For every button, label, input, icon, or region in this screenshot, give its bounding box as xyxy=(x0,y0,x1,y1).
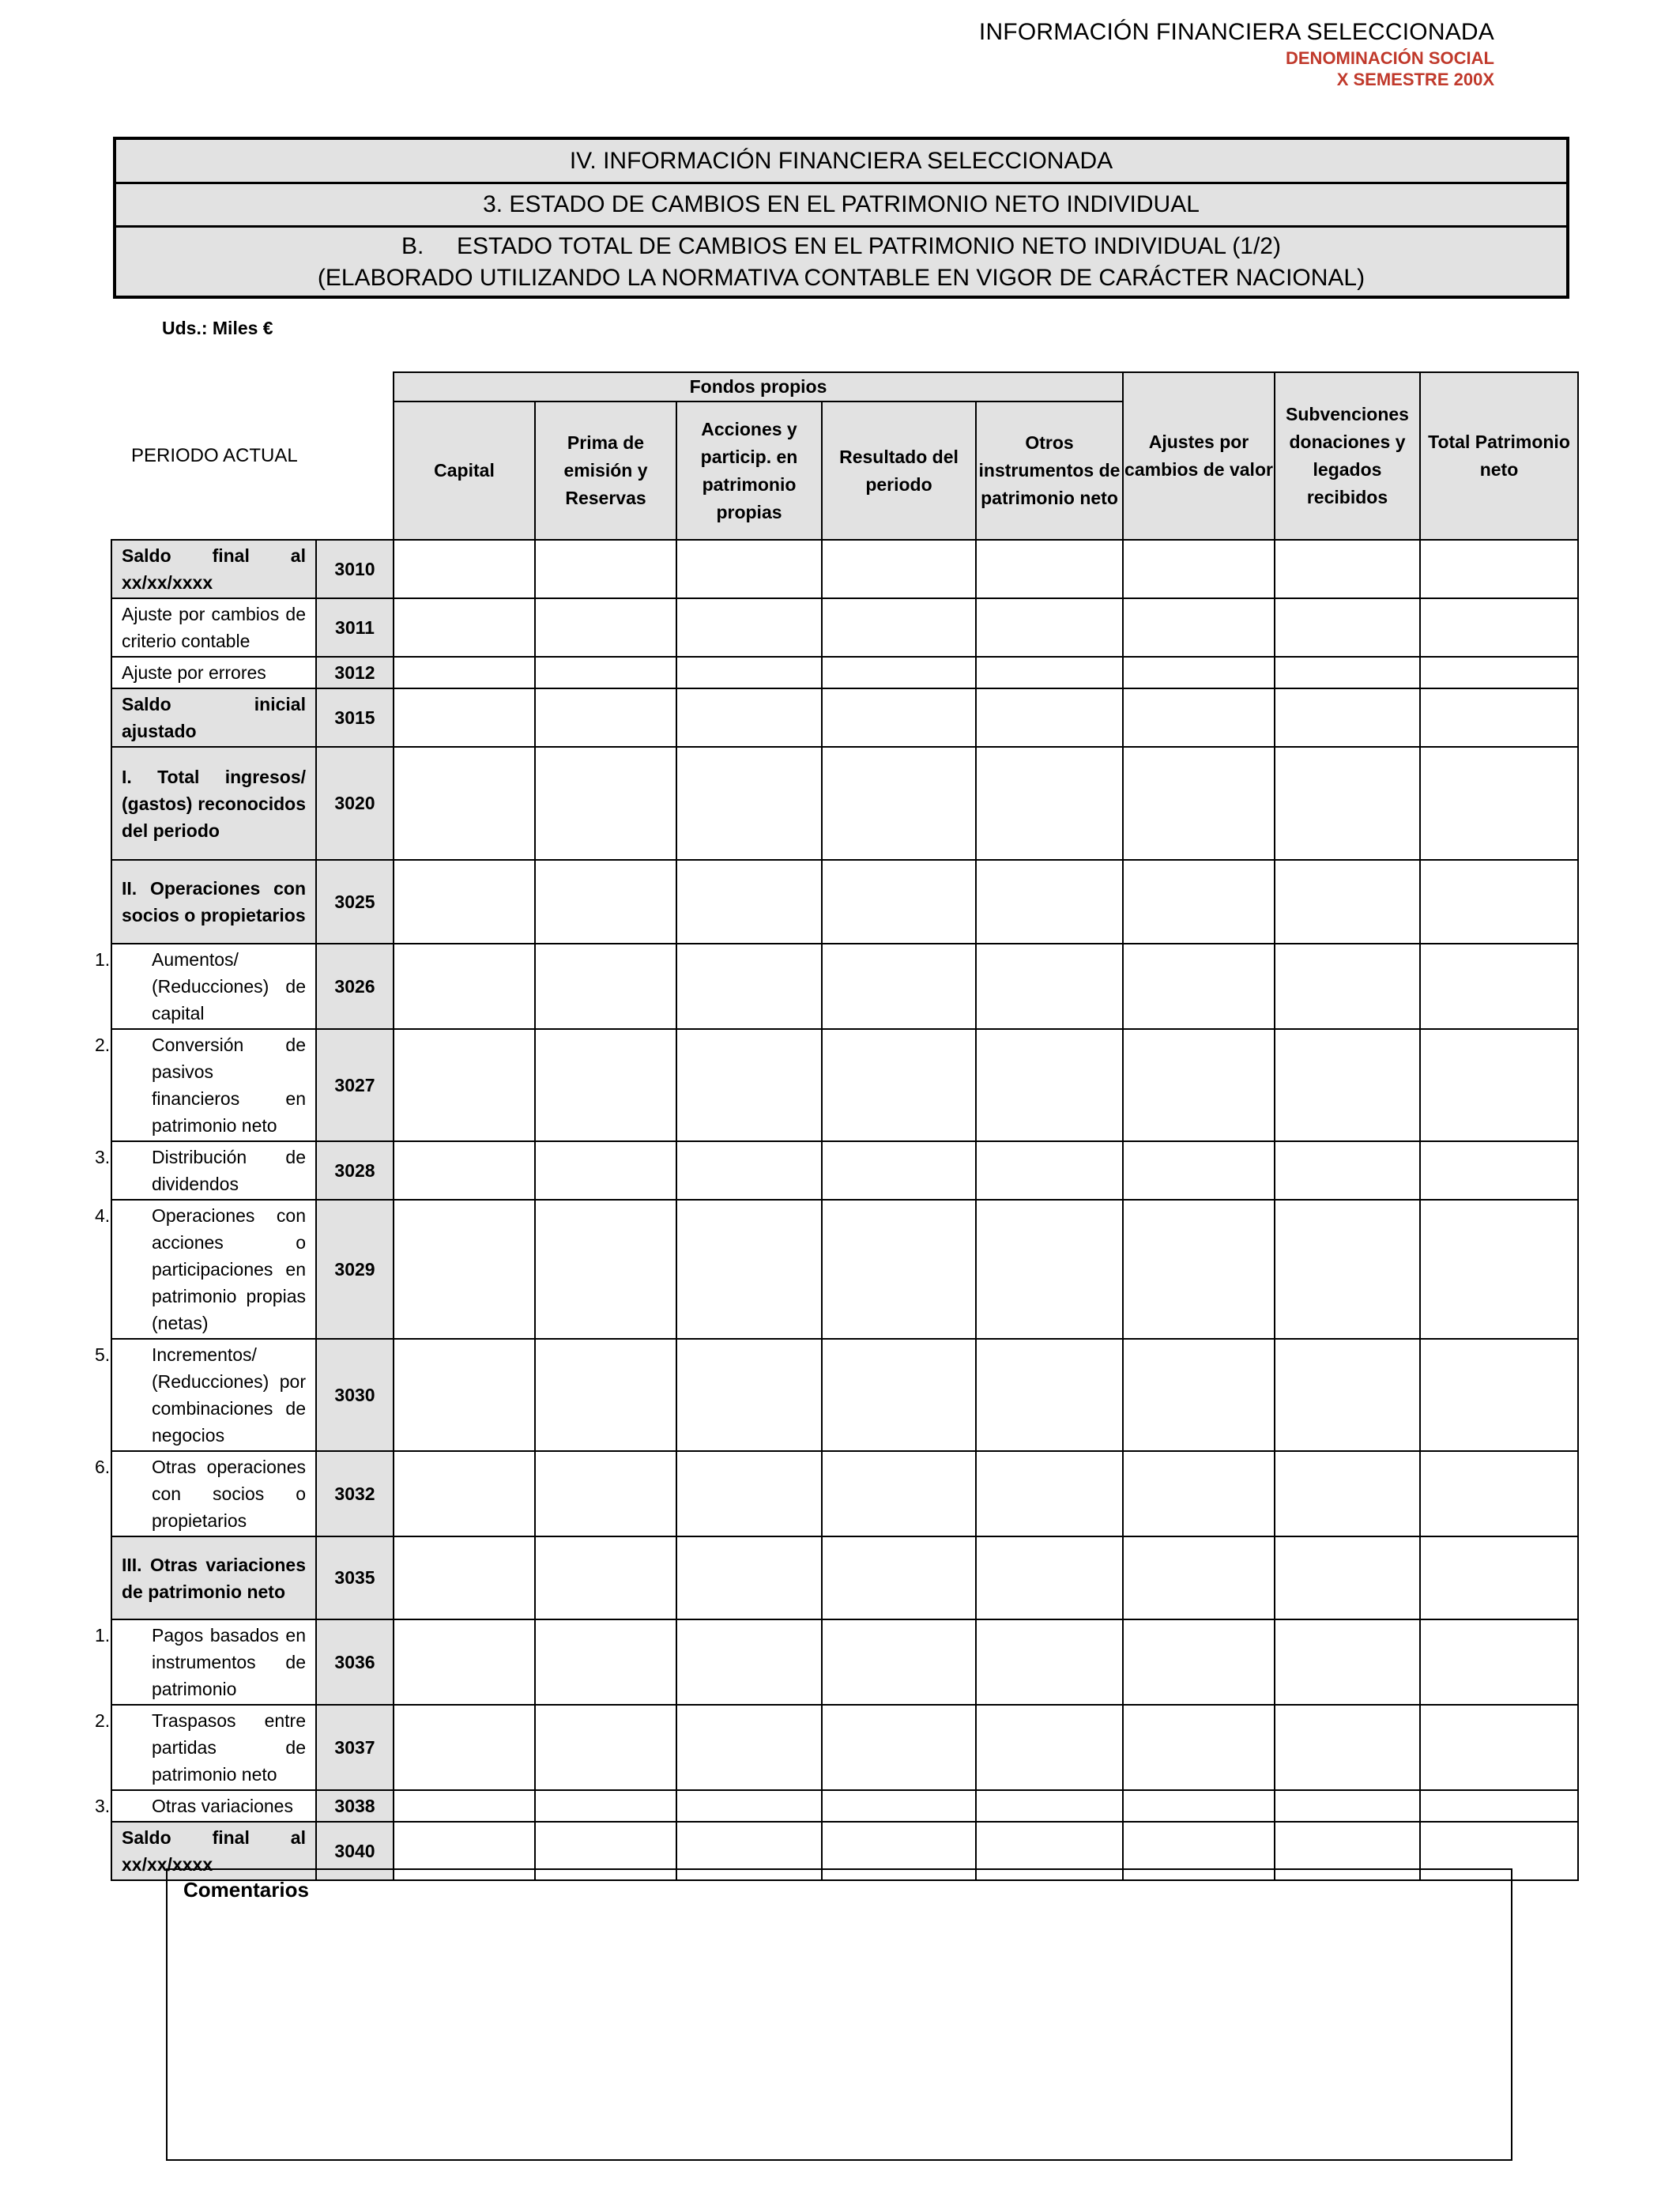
row-code: 3029 xyxy=(316,1200,394,1339)
input-cell[interactable] xyxy=(976,1451,1123,1536)
input-cell[interactable] xyxy=(976,1141,1123,1200)
input-cell[interactable] xyxy=(394,1141,535,1200)
input-cell[interactable] xyxy=(1123,944,1275,1029)
input-cell[interactable] xyxy=(1275,1790,1420,1822)
input-cell[interactable] xyxy=(822,860,976,944)
table-row xyxy=(111,1029,1578,1141)
input-cell[interactable] xyxy=(976,1705,1123,1790)
input-cell[interactable] xyxy=(822,747,976,860)
input-cell[interactable] xyxy=(535,1141,676,1200)
input-cell[interactable] xyxy=(1275,598,1420,657)
input-cell[interactable] xyxy=(535,1705,676,1790)
input-cell[interactable] xyxy=(822,688,976,747)
table-row xyxy=(111,1705,1578,1790)
table-row xyxy=(111,1141,1578,1200)
input-cell[interactable] xyxy=(1275,657,1420,688)
row-label: Saldo final al xx/xx/xxxx xyxy=(111,1822,316,1880)
input-cell[interactable] xyxy=(1275,540,1420,598)
input-cell[interactable] xyxy=(676,747,822,860)
input-cell[interactable] xyxy=(976,747,1123,860)
table-row xyxy=(111,1451,1578,1536)
row-code: 3027 xyxy=(316,1029,394,1141)
row-code: 3010 xyxy=(316,540,394,598)
row-code: 3028 xyxy=(316,1141,394,1200)
input-cell[interactable] xyxy=(822,944,976,1029)
input-cell[interactable] xyxy=(1275,688,1420,747)
input-cell[interactable] xyxy=(1420,1790,1578,1822)
input-cell[interactable] xyxy=(1275,1141,1420,1200)
statement-name: ESTADO TOTAL DE CAMBIOS EN EL PATRIMONIO NETO INDIVIDUAL (1/2) xyxy=(457,233,1281,259)
input-cell[interactable] xyxy=(676,1451,822,1536)
input-cell[interactable] xyxy=(822,1200,976,1339)
table-row xyxy=(111,540,1578,598)
input-cell[interactable] xyxy=(1275,860,1420,944)
input-cell[interactable] xyxy=(394,1339,535,1451)
col-header-subvenciones: Subvenciones donaciones y legados recibidos xyxy=(1275,372,1420,540)
col-header-resultado: Resultado del periodo xyxy=(822,401,976,540)
row-label xyxy=(95,1451,316,1536)
group-header-fondos-propios: Fondos propios xyxy=(394,372,1123,401)
input-cell[interactable] xyxy=(535,540,676,598)
row-label xyxy=(95,1790,316,1822)
section-title: IV. INFORMACIÓN FINANCIERA SELECCIONADA xyxy=(116,140,1566,184)
input-cell[interactable] xyxy=(535,944,676,1029)
input-cell[interactable] xyxy=(535,1619,676,1705)
row-text: Conversión de pasivos financieros en patrimonio neto xyxy=(152,1035,306,1136)
input-cell[interactable] xyxy=(1420,1536,1578,1619)
input-cell[interactable] xyxy=(535,747,676,860)
page-header xyxy=(979,17,1494,90)
input-cell[interactable] xyxy=(394,540,535,598)
row-code: 3030 xyxy=(316,1339,394,1451)
input-cell[interactable] xyxy=(676,1141,822,1200)
input-cell[interactable] xyxy=(1123,598,1275,657)
input-cell[interactable] xyxy=(1420,944,1578,1029)
row-text: Traspasos entre partidas de patrimonio neto xyxy=(152,1710,306,1785)
input-cell[interactable] xyxy=(676,540,822,598)
input-cell[interactable] xyxy=(976,598,1123,657)
statement-letter: B. xyxy=(401,233,424,259)
row-number: 1. xyxy=(95,1625,111,1646)
row-label: I. Total ingresos/ (gastos) reconocidos del periodo xyxy=(111,747,316,860)
input-cell[interactable] xyxy=(394,747,535,860)
input-cell[interactable] xyxy=(676,1536,822,1619)
input-cell[interactable] xyxy=(1123,1536,1275,1619)
row-text: Otras variaciones xyxy=(152,1796,293,1816)
input-cell[interactable] xyxy=(535,860,676,944)
input-cell[interactable] xyxy=(535,1200,676,1339)
input-cell[interactable] xyxy=(1123,747,1275,860)
row-code: 3035 xyxy=(316,1536,394,1619)
input-cell[interactable] xyxy=(1275,944,1420,1029)
input-cell[interactable] xyxy=(394,657,535,688)
header-company: DENOMINACIÓN SOCIAL xyxy=(1286,48,1494,68)
input-cell[interactable] xyxy=(535,1339,676,1451)
row-code: 3032 xyxy=(316,1451,394,1536)
input-cell[interactable] xyxy=(1275,1451,1420,1536)
section-title-box xyxy=(113,137,1569,299)
input-cell[interactable] xyxy=(1123,1790,1275,1822)
input-cell[interactable] xyxy=(1275,1339,1420,1451)
col-header-acciones: Acciones y particip. en patrimonio propias xyxy=(676,401,822,540)
row-code: 3020 xyxy=(316,747,394,860)
input-cell[interactable] xyxy=(1123,540,1275,598)
input-cell[interactable] xyxy=(535,598,676,657)
col-header-total: Total Patrimonio neto xyxy=(1420,372,1578,540)
row-number: 2. xyxy=(95,1035,111,1055)
input-cell[interactable] xyxy=(394,944,535,1029)
input-cell[interactable] xyxy=(1275,747,1420,860)
row-number: 3. xyxy=(95,1796,111,1816)
input-cell[interactable] xyxy=(394,1619,535,1705)
table-row xyxy=(111,688,1578,747)
input-cell[interactable] xyxy=(1123,688,1275,747)
input-cell[interactable] xyxy=(394,1200,535,1339)
input-cell[interactable] xyxy=(1275,1536,1420,1619)
input-cell[interactable] xyxy=(535,1451,676,1536)
table-row xyxy=(111,1536,1578,1619)
input-cell[interactable] xyxy=(822,1029,976,1141)
input-cell[interactable] xyxy=(976,688,1123,747)
statement-title xyxy=(116,228,1566,296)
row-text: Operaciones con acciones o participaciones en patrimonio propias (netas) xyxy=(152,1205,306,1333)
input-cell[interactable] xyxy=(822,1790,976,1822)
input-cell[interactable] xyxy=(1420,1451,1578,1536)
row-code: 3037 xyxy=(316,1705,394,1790)
input-cell[interactable] xyxy=(394,1536,535,1619)
table-row xyxy=(111,1619,1578,1705)
input-cell[interactable] xyxy=(676,1200,822,1339)
input-cell[interactable] xyxy=(976,1029,1123,1141)
units-label: Uds.: Miles € xyxy=(162,318,273,338)
input-cell[interactable] xyxy=(822,1141,976,1200)
row-label: Saldo inicial ajustado xyxy=(111,688,316,747)
row-number: 4. xyxy=(95,1205,111,1226)
input-cell[interactable] xyxy=(822,1705,976,1790)
input-cell[interactable] xyxy=(976,944,1123,1029)
row-number: 1. xyxy=(95,949,111,970)
input-cell[interactable] xyxy=(822,598,976,657)
col-header-prima: Prima de emisión y Reservas xyxy=(535,401,676,540)
row-label: Ajuste por cambios de criterio contable xyxy=(111,598,316,657)
row-number: 3. xyxy=(95,1147,111,1167)
row-text: Aumentos/ (Reducciones) de capital xyxy=(152,949,306,1023)
input-cell[interactable] xyxy=(1420,1619,1578,1705)
input-cell[interactable] xyxy=(676,688,822,747)
input-cell[interactable] xyxy=(1420,540,1578,598)
input-cell[interactable] xyxy=(394,1790,535,1822)
input-cell[interactable] xyxy=(535,1029,676,1141)
row-text: Pagos basados en instrumentos de patrimonio xyxy=(152,1625,306,1699)
input-cell[interactable] xyxy=(1275,1029,1420,1141)
input-cell[interactable] xyxy=(394,1029,535,1141)
row-label xyxy=(95,944,316,1029)
table-row xyxy=(111,747,1578,860)
input-cell[interactable] xyxy=(535,1790,676,1822)
input-cell[interactable] xyxy=(822,1339,976,1451)
input-cell[interactable] xyxy=(1420,1705,1578,1790)
input-cell[interactable] xyxy=(822,1536,976,1619)
row-code: 3025 xyxy=(316,860,394,944)
input-cell[interactable] xyxy=(676,598,822,657)
input-cell[interactable] xyxy=(822,1619,976,1705)
row-text: Otras operaciones con socios o propietarios xyxy=(152,1457,306,1531)
input-cell[interactable] xyxy=(822,1451,976,1536)
row-number: 5. xyxy=(95,1344,111,1365)
input-cell[interactable] xyxy=(1123,1451,1275,1536)
row-code: 3040 xyxy=(316,1822,394,1880)
input-cell[interactable] xyxy=(822,540,976,598)
row-label: II. Operaciones con socios o propietarios xyxy=(111,860,316,944)
input-cell[interactable] xyxy=(535,688,676,747)
row-code: 3036 xyxy=(316,1619,394,1705)
input-cell[interactable] xyxy=(535,1536,676,1619)
input-cell[interactable] xyxy=(976,657,1123,688)
input-cell[interactable] xyxy=(676,860,822,944)
row-code: 3015 xyxy=(316,688,394,747)
input-cell[interactable] xyxy=(1275,1200,1420,1339)
input-cell[interactable] xyxy=(1420,1141,1578,1200)
table-row xyxy=(111,1790,1578,1822)
input-cell[interactable] xyxy=(1123,1200,1275,1339)
row-text: Incrementos/ (Reducciones) por combinaciones de negocios xyxy=(152,1344,306,1446)
input-cell[interactable] xyxy=(1420,1029,1578,1141)
input-cell[interactable] xyxy=(1420,688,1578,747)
subsection-title: 3. ESTADO DE CAMBIOS EN EL PATRIMONIO NETO INDIVIDUAL xyxy=(116,184,1566,228)
row-code: 3038 xyxy=(316,1790,394,1822)
table-row xyxy=(111,657,1578,688)
table-row xyxy=(111,598,1578,657)
input-cell[interactable] xyxy=(676,1705,822,1790)
input-cell[interactable] xyxy=(1420,657,1578,688)
row-label xyxy=(95,1141,316,1200)
row-label xyxy=(95,1200,316,1339)
col-header-capital: Capital xyxy=(394,401,535,540)
input-cell[interactable] xyxy=(394,1705,535,1790)
input-cell[interactable] xyxy=(1420,747,1578,860)
col-header-otros: Otros instrumentos de patrimonio neto xyxy=(976,401,1123,540)
comments-label: Comentarios xyxy=(183,1878,309,1902)
table-row xyxy=(111,1200,1578,1339)
period-label: PERIODO ACTUAL xyxy=(111,372,394,540)
input-cell[interactable] xyxy=(394,598,535,657)
comments-box[interactable] xyxy=(166,1868,1512,2161)
row-label: Saldo final al xx/xx/xxxx xyxy=(111,540,316,598)
table-row xyxy=(111,1339,1578,1451)
input-cell[interactable] xyxy=(976,540,1123,598)
input-cell[interactable] xyxy=(976,1339,1123,1451)
row-label xyxy=(95,1705,316,1790)
row-label xyxy=(95,1619,316,1705)
input-cell[interactable] xyxy=(676,1619,822,1705)
input-cell[interactable] xyxy=(676,1790,822,1822)
input-cell[interactable] xyxy=(976,1790,1123,1822)
input-cell[interactable] xyxy=(976,860,1123,944)
header-period: X SEMESTRE 200X xyxy=(1336,70,1494,89)
input-cell[interactable] xyxy=(976,1536,1123,1619)
row-code: 3026 xyxy=(316,944,394,1029)
table-row xyxy=(111,944,1578,1029)
equity-changes-table xyxy=(95,371,1579,1881)
input-cell[interactable] xyxy=(1420,598,1578,657)
input-cell[interactable] xyxy=(1123,657,1275,688)
header-title: INFORMACIÓN FINANCIERA SELECCIONADA xyxy=(978,19,1494,45)
row-code: 3012 xyxy=(316,657,394,688)
row-number: 6. xyxy=(95,1457,111,1477)
input-cell[interactable] xyxy=(1420,1200,1578,1339)
row-label: III. Otras variaciones de patrimonio neto xyxy=(111,1536,316,1619)
row-code: 3011 xyxy=(316,598,394,657)
input-cell[interactable] xyxy=(394,860,535,944)
input-cell[interactable] xyxy=(976,1200,1123,1339)
input-cell[interactable] xyxy=(1123,860,1275,944)
input-cell[interactable] xyxy=(1123,1705,1275,1790)
input-cell[interactable] xyxy=(394,1451,535,1536)
row-label: Ajuste por errores xyxy=(111,657,316,688)
input-cell[interactable] xyxy=(1123,1619,1275,1705)
table-row xyxy=(111,860,1578,944)
input-cell[interactable] xyxy=(676,944,822,1029)
statement-basis: (ELABORADO UTILIZANDO LA NORMATIVA CONTABLE EN VIGOR DE CARÁCTER NACIONAL) xyxy=(317,265,1365,291)
row-text: Distribución de dividendos xyxy=(152,1147,306,1194)
row-label xyxy=(95,1339,316,1451)
input-cell[interactable] xyxy=(676,1029,822,1141)
input-cell[interactable] xyxy=(535,657,676,688)
input-cell[interactable] xyxy=(1123,1029,1275,1141)
col-header-ajustes: Ajustes por cambios de valor xyxy=(1123,372,1275,540)
input-cell[interactable] xyxy=(1275,1705,1420,1790)
row-number: 2. xyxy=(95,1710,111,1731)
row-label xyxy=(95,1029,316,1141)
input-cell[interactable] xyxy=(822,657,976,688)
input-cell[interactable] xyxy=(976,1619,1123,1705)
input-cell[interactable] xyxy=(1275,1619,1420,1705)
input-cell[interactable] xyxy=(1123,1141,1275,1200)
input-cell[interactable] xyxy=(394,688,535,747)
input-cell[interactable] xyxy=(1420,1339,1578,1451)
input-cell[interactable] xyxy=(1420,860,1578,944)
input-cell[interactable] xyxy=(1123,1339,1275,1451)
input-cell[interactable] xyxy=(676,1339,822,1451)
input-cell[interactable] xyxy=(676,657,822,688)
